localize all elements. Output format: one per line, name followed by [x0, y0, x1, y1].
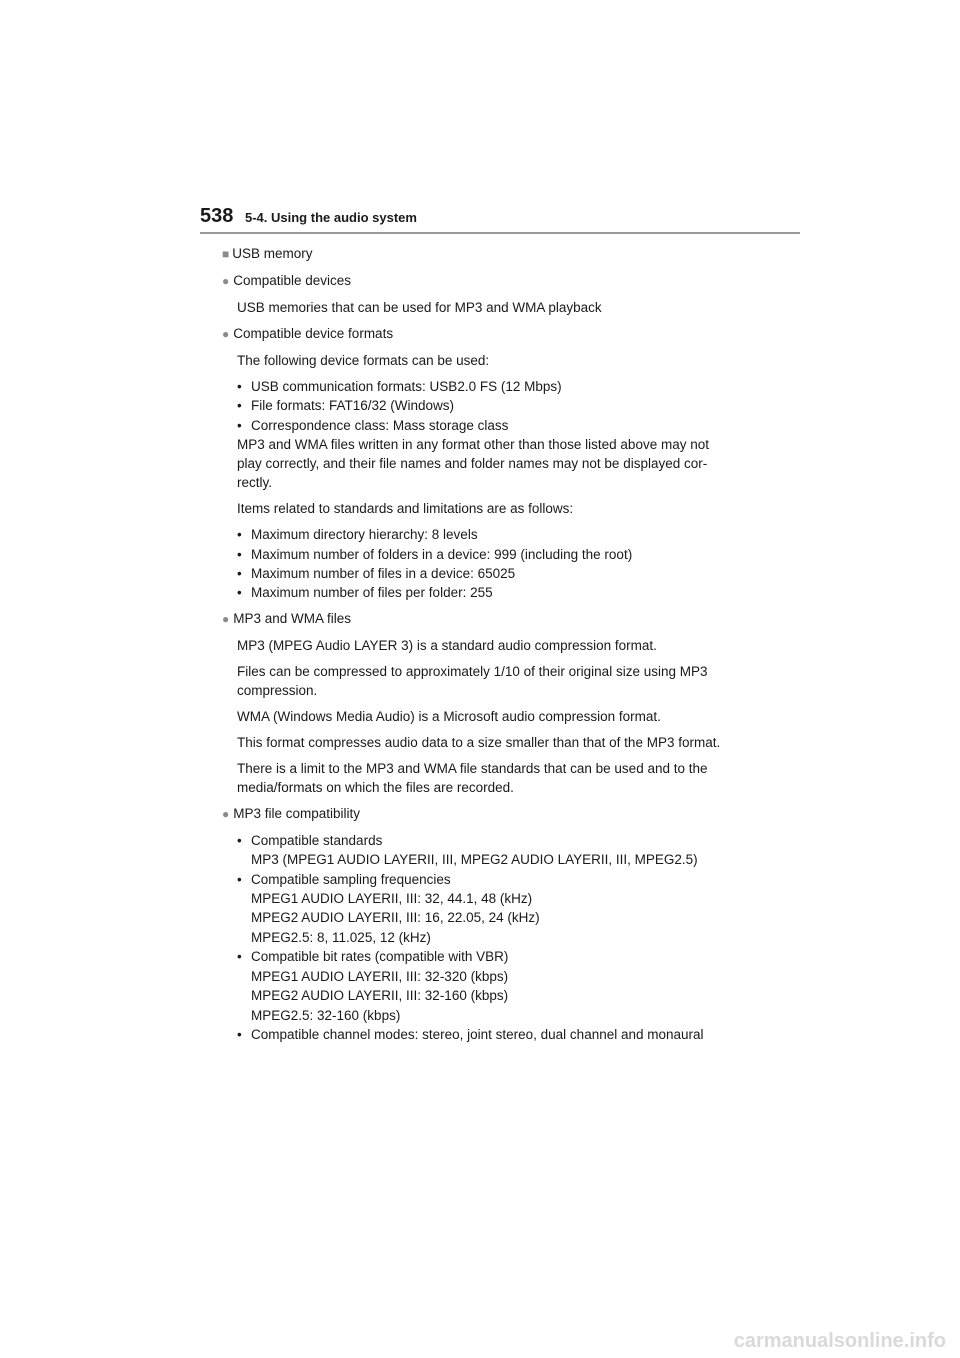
- section-heading: [222, 244, 752, 264]
- paragraph: This format compresses audio data to a size smaller than that of the MP3 format.: [237, 734, 721, 750]
- list-item: • Maximum number of folders in a device: 999 (including the root): [237, 546, 633, 562]
- subheading-compatible-devices: ● Compatible devices: [222, 273, 352, 288]
- paragraph: Items related to standards and limitations are as follows:: [237, 501, 574, 517]
- section-title: USB memory: [232, 246, 313, 261]
- list-item: • USB communication formats: USB2.0 FS (12 Mbps): [237, 379, 562, 394]
- circle-bullet-icon: ●: [222, 806, 230, 821]
- list-item: • Compatible standards MP3 (MPEG1 AUDIO LAYERII, III, MPEG2 AUDIO LAYERII, III, MPEG2.5): [237, 832, 698, 868]
- list-item: • Maximum directory hierarchy: 8 levels: [237, 527, 478, 543]
- circle-bullet-icon: ●: [222, 327, 230, 341]
- list-item: • Maximum number of files in a device: 65025: [237, 566, 516, 582]
- header-divider: [200, 232, 800, 234]
- list-item: • Maximum number of files per folder: 255: [237, 585, 493, 601]
- subheading-mp3-compatibility: ● MP3 file compatibility: [222, 805, 361, 821]
- watermark: carmanualsonline.info: [733, 1330, 946, 1352]
- list-item: • File formats: FAT16/32 (Windows): [237, 398, 455, 414]
- page-number: 538: [200, 205, 234, 227]
- chapter-title: 5-4. Using the audio system: [245, 210, 417, 225]
- square-bullet-icon: ■: [222, 247, 230, 261]
- paragraph: The following device formats can be used:: [237, 353, 490, 368]
- paragraph: Files can be compressed to approximately 1/10 of their original size using MP3 compression.: [237, 663, 708, 698]
- bullet-list: [222, 525, 752, 603]
- paragraph: WMA (Windows Media Audio) is a Microsoft audio compression format.: [237, 708, 661, 724]
- list-item: • Compatible channel modes: stereo, joint stereo, dual channel and monaural: [237, 1026, 704, 1042]
- list-item: • Compatible sampling frequencies MPEG1 AUDIO LAYERII, III: 32, 44.1, 48 (kHz) MPEG2 AUDIO LAYERII, III: 16, 22.05, 24 (kHz) MPEG2.5: 8, 11.025, 12 (kHz): [237, 871, 540, 945]
- list-item: • Compatible bit rates (compatible with VBR) MPEG1 AUDIO LAYERII, III: 32-320 (kbps) MPEG2 AUDIO LAYERII, III: 32-160 (kbps) MPEG2.5: 32-160 (kbps): [237, 949, 509, 1023]
- list-item: • Correspondence class: Mass storage class: [237, 417, 509, 433]
- page-content: [222, 244, 752, 1044]
- paragraph: There is a limit to the MP3 and WMA file standards that can be used and to the media/formats on which the files are recorded.: [237, 760, 708, 795]
- bullet-list: [222, 377, 752, 435]
- page-header: [200, 204, 800, 234]
- circle-bullet-icon: ●: [222, 611, 230, 626]
- circle-bullet-icon: ●: [222, 274, 230, 288]
- bullet-list: [222, 831, 752, 1044]
- paragraph: MP3 (MPEG Audio LAYER 3) is a standard audio compression format.: [237, 637, 657, 653]
- paragraph: USB memories that can be used for MP3 and WMA playback: [237, 300, 602, 315]
- subheading-mp3-wma-files: ● MP3 and WMA files: [222, 610, 352, 626]
- paragraph: MP3 and WMA files written in any format other than those listed above may not play correctly, and their file names and folder names may not be displayed cor- rectly.: [237, 437, 709, 491]
- subheading-device-formats: ● Compatible device formats: [222, 326, 394, 341]
